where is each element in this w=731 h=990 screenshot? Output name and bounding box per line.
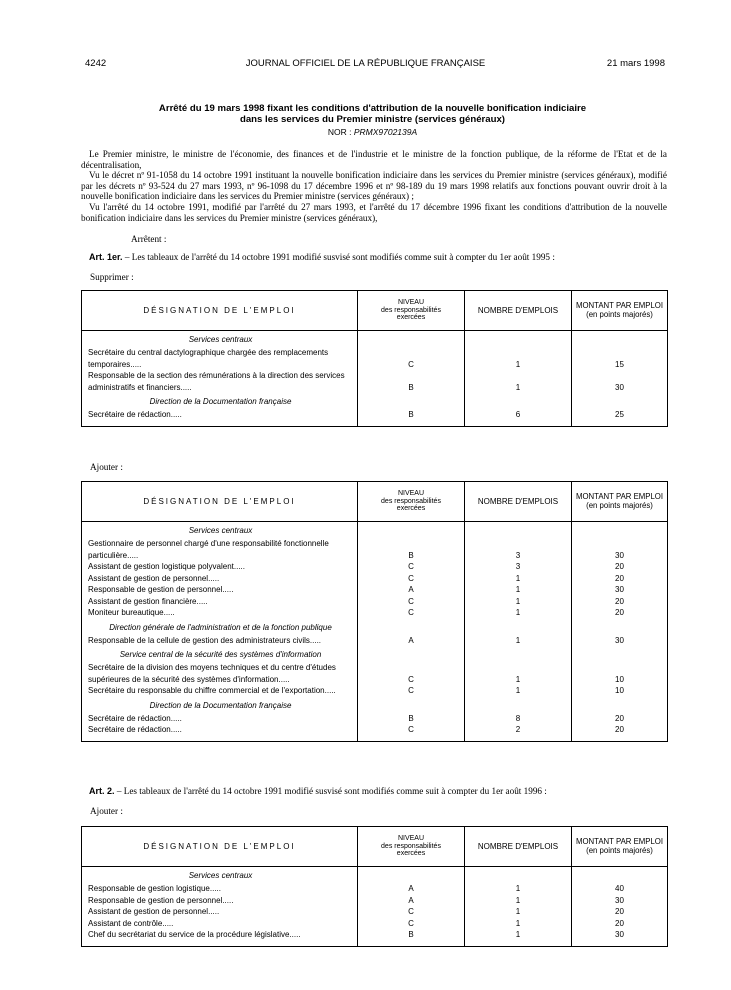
montant-cell-wrap — [572, 409, 668, 421]
niveau-cell: C — [408, 725, 414, 734]
nombre-cell-wrap — [465, 573, 572, 585]
designation-cell: Responsable de la cellule de gestion des administrateurs civils — [88, 635, 310, 645]
table-row — [82, 409, 668, 421]
col-niveau — [358, 482, 465, 522]
nombre-cell-wrap — [465, 929, 572, 941]
designation-cell: Assistant de gestion de personnel — [88, 573, 209, 583]
niveau-cell: C — [408, 596, 414, 606]
col-niveau-sub2: exercées — [396, 850, 426, 858]
nombre-cell-wrap — [465, 607, 572, 619]
section-row — [82, 393, 668, 409]
nombre-cell: 1 — [515, 635, 521, 645]
designation-cell-wrap — [82, 713, 358, 725]
nombre-cell: 1 — [515, 608, 521, 617]
niveau-cell: A — [408, 884, 414, 893]
empty-cell — [358, 522, 465, 539]
spacer-row — [82, 941, 668, 947]
leader-dots: ..... — [180, 382, 192, 392]
table-row — [82, 635, 668, 647]
nombre-cell: 2 — [515, 725, 521, 734]
empty-cell — [358, 393, 465, 409]
niveau-cell: C — [408, 674, 414, 684]
designation-cell: Assistant de gestion logistique polyvalent — [88, 562, 234, 571]
montant-cell: 30 — [615, 895, 624, 905]
col-montant — [572, 827, 668, 867]
table-row — [82, 724, 668, 736]
montant-cell-wrap — [572, 596, 668, 608]
niveau-cell-wrap — [358, 662, 465, 685]
niveau-cell-wrap — [358, 906, 465, 918]
designation-cell-wrap — [82, 906, 358, 918]
nombre-cell-wrap — [465, 596, 572, 608]
article-1-text: – Les tableaux de l'arrêté du 14 octobre 1991 modifié susvisé sont modifiés comme suit à compter du 1er août 1995 : — [122, 252, 555, 262]
niveau-cell: A — [408, 895, 414, 905]
article-2-text: – Les tableaux de l'arrêté du 14 octobre 1991 modifié susvisé sont modifiés comme suit à compter du 1er août 1996 : — [114, 786, 547, 796]
col-nombre: NOMBRE D'EMPLOIS — [465, 291, 572, 331]
leader-dots: ..... — [324, 686, 336, 695]
leader-dots: ..... — [170, 725, 182, 734]
preamble-paragraph: Vu le décret nº 91-1058 du 14 octobre 1991 instituant la nouvelle bonification indiciaire dans les services du Premier ministre (services généraux), modifié par les décrets nº 93-524 du 27 mars 1993, nº 96-1098 du 17 décembre 1996 et nº 98-189 du 19 mars 1998 relatifs aux fonctions pouvant ouvrir droit à la nouvelle bonification indiciaire dans les services du Premier ministre (services généraux) ; — [81, 170, 667, 202]
montant-cell-wrap — [572, 918, 668, 930]
table-row — [82, 906, 668, 918]
section-heading: Direction de la Documentation française — [82, 393, 358, 409]
article-2-label: Art. 2. — [89, 786, 115, 796]
niveau-cell: C — [408, 907, 414, 916]
decree-title-line-1: Arrêté du 19 mars 1998 fixant les conditions d'attribution de la nouvelle bonification indiciaire — [158, 103, 587, 114]
nor-code: PRMX9702139A — [353, 127, 418, 137]
niveau-cell-wrap — [358, 584, 465, 596]
montant-cell-wrap — [572, 584, 668, 596]
leader-dots: ..... — [209, 884, 221, 893]
montant-cell: 30 — [615, 550, 624, 560]
niveau-cell: C — [408, 359, 414, 369]
section-row — [82, 331, 668, 348]
niveau-cell-wrap — [358, 561, 465, 573]
montant-cell: 40 — [615, 884, 624, 893]
table-row — [82, 347, 668, 370]
niveau-cell: B — [408, 410, 414, 419]
section-heading: Services centraux — [82, 522, 358, 539]
niveau-cell-wrap — [358, 713, 465, 725]
niveau-cell: A — [408, 635, 414, 645]
niveau-cell-wrap — [358, 724, 465, 736]
leader-dots: ..... — [208, 573, 220, 583]
journal-title: JOURNAL OFFICIEL DE LA RÉPUBLIQUE FRANÇAISE — [245, 58, 486, 69]
niveau-cell: B — [408, 930, 414, 939]
niveau-cell-wrap — [358, 409, 465, 421]
col-niveau-title: NIVEAU — [397, 490, 425, 498]
montant-cell-wrap — [572, 662, 668, 685]
section-heading: Service central de la sécurité des systèmes d'information — [82, 646, 358, 662]
section-row — [82, 646, 668, 662]
page-number: 4242 — [85, 58, 107, 69]
table-ajouter-1996 — [81, 826, 668, 947]
niveau-cell-wrap — [358, 370, 465, 393]
designation-cell: Secrétaire de la division des moyens techniques et du centre d'études supérieures de la sécurité des systèmes d'information — [88, 663, 336, 684]
nombre-cell: 1 — [515, 884, 521, 893]
ajouter-label-2: Ajouter : — [90, 806, 123, 816]
montant-cell-wrap — [572, 635, 668, 647]
nombre-cell-wrap — [465, 370, 572, 393]
nombre-cell-wrap — [465, 347, 572, 370]
leader-dots: ..... — [222, 585, 234, 594]
niveau-cell-wrap — [358, 918, 465, 930]
empty-cell — [572, 331, 668, 348]
arretent: Arrêtent : — [131, 234, 167, 244]
nombre-cell: 1 — [515, 674, 521, 684]
nombre-cell-wrap — [465, 906, 572, 918]
empty-cell — [358, 867, 465, 884]
montant-cell-wrap — [572, 607, 668, 619]
designation-cell: Assistant de gestion financière — [88, 596, 197, 606]
col-niveau-title: NIVEAU — [397, 299, 425, 307]
empty-cell — [572, 697, 668, 713]
designation-cell: Responsable de gestion de personnel — [88, 895, 223, 905]
section-row — [82, 697, 668, 713]
table-row — [82, 584, 668, 596]
empty-cell — [358, 646, 465, 662]
nombre-cell-wrap — [465, 713, 572, 725]
running-header — [0, 58, 731, 72]
designation-cell-wrap — [82, 596, 358, 608]
nor-reference — [80, 127, 665, 137]
leader-dots: ..... — [233, 562, 245, 571]
empty-cell — [465, 331, 572, 348]
montant-cell-wrap — [572, 724, 668, 736]
col-niveau — [358, 291, 465, 331]
designation-cell: Secrétaire du central dactylographique chargée des remplacements temporaires — [88, 348, 329, 369]
montant-cell: 20 — [615, 713, 624, 723]
empty-cell — [572, 393, 668, 409]
designation-cell-wrap — [82, 347, 358, 370]
nombre-cell: 1 — [515, 573, 521, 583]
preamble — [81, 149, 667, 223]
designation-cell: Responsable de la section des rémunérations à la direction des services administratifs et financiers — [88, 371, 345, 392]
leader-dots: ..... — [163, 608, 175, 617]
montant-cell-wrap — [572, 347, 668, 370]
preamble-paragraph: Le Premier ministre, le ministre de l'économie, des finances et de l'industrie et le ministre de la fonction publique, de la réforme de l'Etat et de la décentralisation, — [81, 149, 667, 170]
table-row — [82, 895, 668, 907]
empty-cell — [358, 697, 465, 713]
table-row — [82, 538, 668, 561]
col-montant-title: MONTANT PAR EMPLOI — [575, 492, 664, 502]
montant-cell-wrap — [572, 573, 668, 585]
designation-cell: Assistant de gestion de personnel — [88, 907, 209, 916]
montant-cell-wrap — [572, 561, 668, 573]
nombre-cell: 6 — [515, 410, 521, 419]
table-row — [82, 596, 668, 608]
montant-cell: 20 — [615, 573, 624, 583]
nombre-cell: 1 — [515, 895, 521, 905]
table-row — [82, 561, 668, 573]
preamble-paragraph: Vu l'arrêté du 14 octobre 1991, modifié par l'arrêté du 27 mars 1993, et l'arrêté du 17 décembre 1996 fixant les conditions d'attribution de la nouvelle bonification indiciaire dans les services du Premier ministre (services généraux), — [81, 201, 667, 223]
empty-cell — [572, 867, 668, 884]
montant-cell-wrap — [572, 929, 668, 941]
montant-cell-wrap — [572, 685, 668, 697]
leader-dots: ..... — [162, 918, 174, 928]
col-niveau-sub: des responsabilités — [381, 842, 441, 850]
empty-cell — [465, 619, 572, 635]
designation-cell: Moniteur bureautique — [88, 608, 164, 617]
table-supprimer — [81, 290, 668, 427]
empty-cell — [465, 697, 572, 713]
issue-date: 21 mars 1998 — [606, 58, 665, 69]
col-nombre: NOMBRE D'EMPLOIS — [465, 827, 572, 867]
leader-dots: ..... — [130, 359, 142, 369]
niveau-cell-wrap — [358, 929, 465, 941]
leader-dots: ..... — [170, 410, 182, 419]
col-montant-title: MONTANT PAR EMPLOI — [575, 301, 664, 311]
niveau-cell: C — [408, 686, 414, 695]
designation-cell-wrap — [82, 662, 358, 685]
montant-cell: 20 — [615, 608, 624, 617]
col-montant-sub: (en points majorés) — [586, 500, 653, 510]
designation-cell-wrap — [82, 724, 358, 736]
col-niveau-sub2: exercées — [396, 314, 426, 322]
col-designation: DÉSIGNATION DE L'EMPLOI — [82, 827, 358, 867]
montant-cell-wrap — [572, 370, 668, 393]
col-montant — [572, 291, 668, 331]
nombre-cell-wrap — [465, 895, 572, 907]
montant-cell: 20 — [615, 907, 624, 916]
table-row — [82, 918, 668, 930]
table-row — [82, 607, 668, 619]
leader-dots: ..... — [278, 674, 290, 684]
designation-cell: Gestionnaire de personnel chargé d'une responsabilité fonctionnelle particulière — [88, 539, 329, 560]
section-heading: Direction générale de l'administration et de la fonction publique — [82, 619, 358, 635]
niveau-cell: B — [408, 550, 414, 560]
article-1-label: Art. 1er. — [89, 252, 123, 262]
nombre-cell: 8 — [515, 713, 521, 723]
table-row — [82, 685, 668, 697]
designation-cell: Secrétaire du responsable du chiffre commercial et de l'exportation — [88, 686, 325, 695]
decree-title-line-2: dans les services du Premier ministre (services généraux) — [239, 113, 506, 125]
leader-dots: ..... — [289, 930, 301, 939]
col-designation: DÉSIGNATION DE L'EMPLOI — [82, 291, 358, 331]
montant-cell: 20 — [615, 918, 624, 928]
leader-dots: ..... — [208, 907, 220, 916]
nombre-cell: 1 — [515, 359, 521, 369]
nor-label: NOR : — [327, 127, 352, 137]
col-montant-title: MONTANT PAR EMPLOI — [575, 837, 664, 847]
nombre-cell: 3 — [515, 562, 521, 571]
designation-cell-wrap — [82, 538, 358, 561]
empty-cell — [465, 522, 572, 539]
nombre-cell-wrap — [465, 724, 572, 736]
table-row — [82, 662, 668, 685]
table-ajouter-1995 — [81, 481, 668, 742]
montant-cell-wrap — [572, 538, 668, 561]
leader-dots: ..... — [196, 596, 208, 606]
empty-cell — [465, 867, 572, 884]
niveau-cell-wrap — [358, 895, 465, 907]
section-heading: Direction de la Documentation française — [82, 697, 358, 713]
designation-cell-wrap — [82, 895, 358, 907]
article-1 — [89, 252, 669, 263]
niveau-cell: C — [408, 608, 414, 617]
nombre-cell-wrap — [465, 409, 572, 421]
col-niveau-sub: des responsabilités — [381, 497, 441, 505]
col-nombre: NOMBRE D'EMPLOIS — [465, 482, 572, 522]
empty-cell — [572, 619, 668, 635]
designation-cell: Secrétaire de rédaction — [88, 725, 171, 734]
col-niveau-title: NIVEAU — [397, 835, 425, 843]
montant-cell-wrap — [572, 895, 668, 907]
nombre-cell-wrap — [465, 883, 572, 895]
niveau-cell: C — [408, 573, 414, 583]
section-heading: Services centraux — [82, 331, 358, 348]
designation-cell: Secrétaire de rédaction — [88, 713, 171, 723]
spacer-row — [82, 736, 668, 742]
col-montant-sub: (en points majorés) — [586, 845, 653, 855]
leader-dots: ..... — [170, 713, 182, 723]
montant-cell: 20 — [615, 596, 624, 606]
designation-cell: Assistant de contrôle — [88, 918, 163, 928]
designation-cell-wrap — [82, 370, 358, 393]
nombre-cell-wrap — [465, 662, 572, 685]
designation-cell: Chef du secrétariat du service de la procédure législative — [88, 930, 290, 939]
niveau-cell-wrap — [358, 685, 465, 697]
leader-dots: ..... — [309, 635, 322, 645]
nombre-cell-wrap — [465, 538, 572, 561]
ajouter-label: Ajouter : — [90, 462, 123, 472]
designation-cell: Secrétaire de rédaction — [88, 410, 171, 419]
niveau-cell: B — [408, 713, 414, 723]
empty-cell — [465, 646, 572, 662]
section-heading: Services centraux — [82, 867, 358, 884]
montant-cell: 30 — [615, 585, 624, 594]
leader-dots: ..... — [222, 895, 234, 905]
designation-cell-wrap — [82, 607, 358, 619]
nombre-cell-wrap — [465, 635, 572, 647]
col-montant — [572, 482, 668, 522]
montant-cell: 20 — [615, 725, 624, 734]
designation-cell-wrap — [82, 685, 358, 697]
niveau-cell: C — [408, 918, 414, 928]
nombre-cell: 1 — [515, 907, 521, 916]
designation-cell-wrap — [82, 561, 358, 573]
niveau-cell-wrap — [358, 635, 465, 647]
leader-dots: ..... — [127, 550, 139, 560]
nombre-cell: 1 — [515, 382, 521, 392]
supprimer-label: Supprimer : — [90, 272, 134, 282]
designation-cell-wrap — [82, 918, 358, 930]
empty-cell — [358, 331, 465, 348]
niveau-cell: C — [408, 562, 414, 571]
table-row — [82, 883, 668, 895]
niveau-cell-wrap — [358, 596, 465, 608]
montant-cell-wrap — [572, 906, 668, 918]
montant-cell: 10 — [615, 674, 624, 684]
table-row — [82, 573, 668, 585]
designation-cell-wrap — [82, 883, 358, 895]
niveau-cell-wrap — [358, 573, 465, 585]
col-niveau-sub: des responsabilités — [381, 306, 441, 314]
nombre-cell: 1 — [515, 930, 521, 939]
empty-cell — [572, 522, 668, 539]
niveau-cell-wrap — [358, 883, 465, 895]
montant-cell: 30 — [615, 930, 624, 939]
montant-cell-wrap — [572, 713, 668, 725]
section-row — [82, 522, 668, 539]
article-2 — [89, 786, 669, 797]
col-montant-sub: (en points majorés) — [586, 309, 653, 319]
designation-cell-wrap — [82, 584, 358, 596]
designation-cell-wrap — [82, 573, 358, 585]
montant-cell: 30 — [615, 382, 624, 392]
col-niveau-sub2: exercées — [396, 505, 426, 513]
montant-cell: 25 — [615, 410, 624, 419]
montant-cell: 10 — [615, 686, 624, 695]
niveau-cell: A — [408, 585, 414, 594]
decree-title — [80, 104, 665, 125]
nombre-cell-wrap — [465, 561, 572, 573]
nombre-cell: 1 — [515, 596, 521, 606]
montant-cell: 30 — [615, 635, 624, 645]
section-row — [82, 619, 668, 635]
empty-cell — [572, 646, 668, 662]
niveau-cell-wrap — [358, 538, 465, 561]
nombre-cell: 1 — [515, 585, 521, 594]
table-row — [82, 929, 668, 941]
spacer-row — [82, 421, 668, 427]
nombre-cell-wrap — [465, 918, 572, 930]
empty-cell — [465, 393, 572, 409]
montant-cell-wrap — [572, 883, 668, 895]
niveau-cell-wrap — [358, 347, 465, 370]
nombre-cell: 3 — [515, 550, 521, 560]
section-row — [82, 867, 668, 884]
designation-cell-wrap — [82, 409, 358, 421]
table-row — [82, 370, 668, 393]
nombre-cell: 1 — [515, 686, 521, 695]
niveau-cell: B — [408, 382, 414, 392]
montant-cell: 20 — [615, 562, 624, 571]
col-designation: DÉSIGNATION DE L'EMPLOI — [82, 482, 358, 522]
nombre-cell-wrap — [465, 685, 572, 697]
table-row — [82, 713, 668, 725]
designation-cell: Responsable de gestion de personnel — [88, 585, 223, 594]
nombre-cell-wrap — [465, 584, 572, 596]
designation-cell-wrap — [82, 929, 358, 941]
montant-cell: 15 — [615, 359, 624, 369]
empty-cell — [358, 619, 465, 635]
nombre-cell: 1 — [515, 918, 521, 928]
col-niveau — [358, 827, 465, 867]
niveau-cell-wrap — [358, 607, 465, 619]
designation-cell-wrap — [82, 635, 358, 647]
designation-cell: Responsable de gestion logistique — [88, 884, 210, 893]
